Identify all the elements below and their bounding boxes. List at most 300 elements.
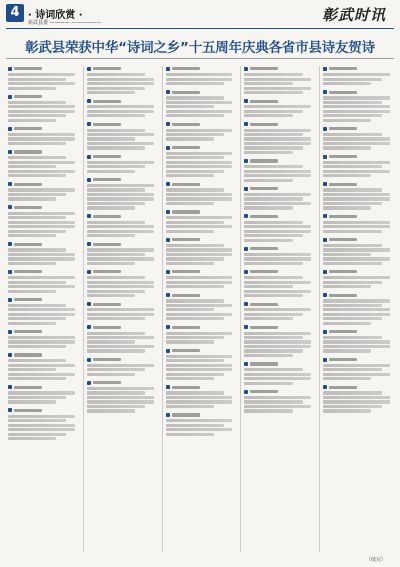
poem-heading <box>323 154 392 160</box>
poem-heading <box>244 186 313 192</box>
text-line <box>323 313 390 316</box>
poem-block <box>87 177 156 210</box>
text-line <box>244 142 311 145</box>
text-line <box>323 299 390 302</box>
poem-heading-text <box>14 386 42 389</box>
text-line <box>87 387 154 390</box>
square-bullet-icon <box>244 214 248 218</box>
column-3 <box>162 66 235 552</box>
poem-heading-text <box>14 150 42 153</box>
square-bullet-icon <box>87 302 91 306</box>
poem-heading <box>166 89 235 95</box>
poem-block <box>8 149 77 177</box>
poem-heading <box>323 181 392 187</box>
text-line <box>244 82 292 85</box>
text-line <box>244 225 311 228</box>
text-line <box>166 188 224 191</box>
square-bullet-icon <box>323 214 327 218</box>
poem-heading <box>87 177 156 183</box>
text-line <box>8 281 66 284</box>
poem-heading-text <box>14 353 42 356</box>
poem-block <box>323 214 392 233</box>
square-bullet-icon <box>323 270 327 274</box>
text-line <box>87 317 145 320</box>
text-line <box>323 308 390 311</box>
poem-heading-text <box>14 183 42 186</box>
text-line <box>323 105 390 108</box>
text-line <box>244 294 302 297</box>
text-line <box>323 82 371 85</box>
text-line <box>166 105 214 108</box>
text-line <box>166 308 214 311</box>
text-line <box>8 364 75 367</box>
text-line <box>323 137 390 140</box>
text-line <box>244 78 311 81</box>
square-bullet-icon <box>166 210 170 214</box>
poem-block <box>87 66 156 94</box>
text-line <box>87 78 154 81</box>
text-line <box>166 129 233 132</box>
square-bullet-icon <box>8 270 12 274</box>
square-bullet-icon <box>8 353 12 357</box>
poem-heading <box>8 408 77 414</box>
square-bullet-icon <box>323 238 327 242</box>
poem-heading-text <box>329 294 357 297</box>
text-line <box>8 313 75 316</box>
poem-block <box>323 269 392 288</box>
text-line <box>8 87 56 90</box>
text-line <box>166 373 224 376</box>
text-line <box>8 437 56 440</box>
text-line <box>166 161 233 164</box>
text-line <box>323 377 371 380</box>
end-note: （续完） <box>365 557 386 563</box>
text-line <box>87 336 154 339</box>
text-line <box>87 202 145 205</box>
poem-block <box>87 241 156 265</box>
text-line <box>8 73 75 76</box>
square-bullet-icon <box>244 362 248 366</box>
poem-block <box>8 408 77 441</box>
poem-heading-text <box>93 155 121 158</box>
poem-heading <box>87 98 156 104</box>
square-bullet-icon <box>323 182 327 186</box>
text-line <box>166 428 233 431</box>
square-bullet-icon <box>8 408 12 412</box>
square-bullet-icon <box>87 242 91 246</box>
poem-block <box>8 241 77 265</box>
poem-heading <box>244 121 313 127</box>
poem-heading-text <box>329 330 357 333</box>
poem-block <box>8 66 77 90</box>
poem-block <box>323 384 392 412</box>
square-bullet-icon <box>166 325 170 329</box>
text-line <box>166 368 233 371</box>
text-line <box>166 133 224 136</box>
poem-heading-text <box>250 247 278 250</box>
poem-heading <box>8 384 77 390</box>
square-bullet-icon <box>8 242 12 246</box>
poem-heading <box>166 181 235 187</box>
text-line <box>166 82 224 85</box>
text-line <box>166 364 233 367</box>
text-line <box>166 73 233 76</box>
text-line <box>244 206 292 209</box>
text-line <box>166 137 214 140</box>
square-bullet-icon <box>8 385 12 389</box>
text-line <box>244 114 292 117</box>
poem-block <box>87 214 156 238</box>
text-line <box>323 114 381 117</box>
text-line <box>323 304 381 307</box>
text-line <box>244 87 311 90</box>
text-line <box>323 317 381 320</box>
text-line <box>8 234 56 237</box>
text-line <box>244 165 302 168</box>
text-line <box>244 253 311 256</box>
text-line <box>87 184 154 187</box>
text-line <box>8 396 66 399</box>
poem-heading <box>323 329 392 335</box>
text-line <box>323 336 381 339</box>
poem-heading <box>244 214 313 220</box>
text-line <box>87 391 145 394</box>
poem-heading <box>8 297 77 303</box>
text-line <box>166 336 224 339</box>
text-line <box>166 253 233 256</box>
poem-heading-text <box>172 270 200 273</box>
text-line <box>244 146 302 149</box>
square-bullet-icon <box>166 349 170 353</box>
text-line <box>87 368 145 371</box>
poem-heading-text <box>93 100 121 103</box>
text-line <box>323 188 381 191</box>
poem-heading <box>8 149 77 155</box>
text-line <box>244 170 311 173</box>
poem-block <box>87 301 156 320</box>
poem-heading <box>166 269 235 275</box>
poem-block <box>8 126 77 145</box>
text-line <box>87 105 154 108</box>
square-bullet-icon <box>244 159 248 163</box>
square-bullet-icon <box>166 413 170 417</box>
poem-heading-text <box>250 100 278 103</box>
text-line <box>244 129 311 132</box>
poem-heading <box>166 66 235 72</box>
text-line <box>166 332 233 335</box>
poem-block <box>8 181 77 200</box>
text-line <box>244 197 302 200</box>
text-line <box>166 202 214 205</box>
text-line <box>323 221 390 224</box>
text-line <box>8 336 75 339</box>
text-line <box>166 114 224 117</box>
main-headline: 彰武县荣获中华“诗词之乡”十五周年庆典各省市县诗友贺诗 <box>25 40 375 56</box>
text-line <box>166 78 233 81</box>
poem-heading <box>244 361 313 367</box>
poem-heading-text <box>250 67 278 70</box>
square-bullet-icon <box>166 122 170 126</box>
text-line <box>8 119 56 122</box>
poem-heading <box>87 269 156 275</box>
text-line <box>87 340 135 343</box>
poem-block <box>166 145 235 178</box>
poem-heading <box>166 145 235 151</box>
poem-heading-text <box>172 386 200 389</box>
page-header <box>0 0 400 30</box>
text-line <box>323 110 390 113</box>
text-line <box>323 400 390 403</box>
poem-block <box>323 237 392 265</box>
text-line <box>244 281 311 284</box>
text-line <box>166 299 224 302</box>
poem-heading-text <box>172 210 200 213</box>
poem-heading-text <box>172 349 200 352</box>
poem-heading-text <box>93 243 121 246</box>
square-bullet-icon <box>323 90 327 94</box>
text-line <box>87 188 145 191</box>
text-line <box>323 396 390 399</box>
text-line <box>244 373 311 376</box>
text-line <box>87 276 145 279</box>
poem-heading <box>323 214 392 220</box>
text-line <box>166 156 224 159</box>
text-line <box>166 225 233 228</box>
poem-block <box>323 181 392 209</box>
text-line <box>8 257 75 260</box>
square-bullet-icon <box>87 270 91 274</box>
text-line <box>323 193 390 196</box>
text-line <box>87 313 154 316</box>
text-line <box>323 364 390 367</box>
poem-heading-text <box>250 159 278 162</box>
text-line <box>244 105 311 108</box>
poem-heading <box>8 329 77 335</box>
poem-heading <box>87 66 156 72</box>
text-line <box>244 202 311 205</box>
poem-block <box>244 246 313 265</box>
square-bullet-icon <box>323 67 327 71</box>
square-bullet-icon <box>87 122 91 126</box>
poem-heading-text <box>250 123 278 126</box>
page-number: 4 <box>6 4 24 22</box>
text-line <box>8 345 66 348</box>
text-line <box>87 248 154 251</box>
text-line <box>166 221 224 224</box>
poem-heading <box>8 352 77 358</box>
text-line <box>244 285 292 288</box>
poem-block <box>8 352 77 380</box>
text-line <box>8 248 66 251</box>
text-line <box>166 433 214 436</box>
text-line <box>323 225 390 228</box>
text-line <box>87 129 145 132</box>
text-line <box>244 382 292 385</box>
text-line <box>166 216 233 219</box>
poem-block <box>323 329 392 353</box>
poem-heading <box>323 292 392 298</box>
text-line <box>8 82 75 85</box>
text-line <box>87 137 135 140</box>
poem-heading-text <box>329 270 357 273</box>
text-line <box>87 294 135 297</box>
text-line <box>244 221 302 224</box>
square-bullet-icon <box>87 155 91 159</box>
text-line <box>87 87 145 90</box>
poem-heading <box>323 126 392 132</box>
poem-heading-text <box>93 358 121 361</box>
text-line <box>244 230 311 233</box>
text-line <box>244 405 311 408</box>
poem-heading <box>87 357 156 363</box>
square-bullet-icon <box>244 67 248 71</box>
square-bullet-icon <box>8 182 12 186</box>
poem-block <box>323 357 392 381</box>
text-line <box>87 290 145 293</box>
text-line <box>323 368 381 371</box>
square-bullet-icon <box>166 146 170 150</box>
poem-heading-text <box>172 294 200 297</box>
poem-heading <box>244 158 313 164</box>
text-line <box>87 206 135 209</box>
text-line <box>323 119 371 122</box>
poem-block <box>87 154 156 173</box>
text-line <box>166 170 224 173</box>
poem-block <box>244 324 313 357</box>
text-line <box>323 409 371 412</box>
poem-heading-text <box>172 91 200 94</box>
poem-heading-text <box>14 67 42 70</box>
text-line <box>166 359 224 362</box>
text-line <box>8 424 75 427</box>
square-bullet-icon <box>323 155 327 159</box>
square-bullet-icon <box>166 90 170 94</box>
text-line <box>166 197 233 200</box>
poem-heading <box>8 126 77 132</box>
text-line <box>323 206 371 209</box>
square-bullet-icon <box>8 150 12 154</box>
text-line <box>166 391 224 394</box>
square-bullet-icon <box>323 358 327 362</box>
poem-block <box>323 292 392 325</box>
poem-heading <box>323 237 392 243</box>
text-line <box>166 340 214 343</box>
poem-heading-text <box>329 215 357 218</box>
text-line <box>87 396 154 399</box>
text-line <box>87 285 154 288</box>
square-bullet-icon <box>8 67 12 71</box>
poem-block <box>166 269 235 288</box>
text-line <box>166 262 214 265</box>
text-line <box>8 433 66 436</box>
poem-block <box>166 384 235 408</box>
text-line <box>8 193 66 196</box>
text-line <box>87 146 145 149</box>
square-bullet-icon <box>166 238 170 242</box>
text-line <box>323 248 390 251</box>
square-bullet-icon <box>166 270 170 274</box>
poem-heading-text <box>14 270 42 273</box>
poem-heading <box>244 389 313 395</box>
text-line <box>87 110 154 113</box>
text-line <box>323 373 390 376</box>
text-line <box>8 322 56 325</box>
poem-heading <box>166 121 235 127</box>
text-line <box>166 276 233 279</box>
text-line <box>8 216 66 219</box>
text-line <box>244 91 302 94</box>
poem-block <box>244 98 313 117</box>
square-bullet-icon <box>166 385 170 389</box>
poem-heading-text <box>329 127 357 130</box>
poem-heading <box>244 246 313 252</box>
text-line <box>87 253 145 256</box>
square-bullet-icon <box>166 293 170 297</box>
text-line <box>166 96 224 99</box>
text-line <box>8 137 75 140</box>
text-line <box>8 78 66 81</box>
poem-block <box>323 66 392 85</box>
poem-heading <box>323 89 392 95</box>
text-line <box>244 133 302 136</box>
text-line <box>8 197 56 200</box>
poem-heading-text <box>329 238 357 241</box>
text-line <box>244 276 302 279</box>
poem-heading <box>323 269 392 275</box>
text-line <box>8 276 75 279</box>
text-line <box>323 349 371 352</box>
text-line <box>323 257 390 260</box>
text-line <box>87 332 145 335</box>
text-line <box>8 340 75 343</box>
poem-heading <box>166 412 235 418</box>
poem-heading <box>323 357 392 363</box>
text-line <box>323 322 371 325</box>
text-line <box>8 308 75 311</box>
text-line <box>166 244 224 247</box>
poem-heading-text <box>172 67 200 70</box>
poem-block <box>244 361 313 385</box>
poem-heading-text <box>172 238 200 241</box>
text-line <box>87 170 135 173</box>
poem-block <box>8 205 77 238</box>
text-line <box>323 73 390 76</box>
poem-heading-text <box>14 409 42 412</box>
square-bullet-icon <box>244 99 248 103</box>
text-line <box>323 262 381 265</box>
poem-block <box>8 384 77 403</box>
text-line <box>8 221 75 224</box>
text-line <box>87 193 154 196</box>
poem-heading <box>8 66 77 72</box>
square-bullet-icon <box>87 99 91 103</box>
text-line <box>244 368 302 371</box>
text-line <box>323 276 390 279</box>
text-line <box>166 405 214 408</box>
square-bullet-icon <box>87 67 91 71</box>
text-line <box>8 230 66 233</box>
text-line <box>244 345 311 348</box>
text-line <box>323 281 381 284</box>
text-line <box>87 373 135 376</box>
text-line <box>323 244 381 247</box>
text-line <box>8 174 66 177</box>
text-line <box>244 257 311 260</box>
poem-block <box>244 269 313 297</box>
poem-block <box>166 348 235 381</box>
text-line <box>244 174 311 177</box>
poem-block <box>166 121 235 140</box>
